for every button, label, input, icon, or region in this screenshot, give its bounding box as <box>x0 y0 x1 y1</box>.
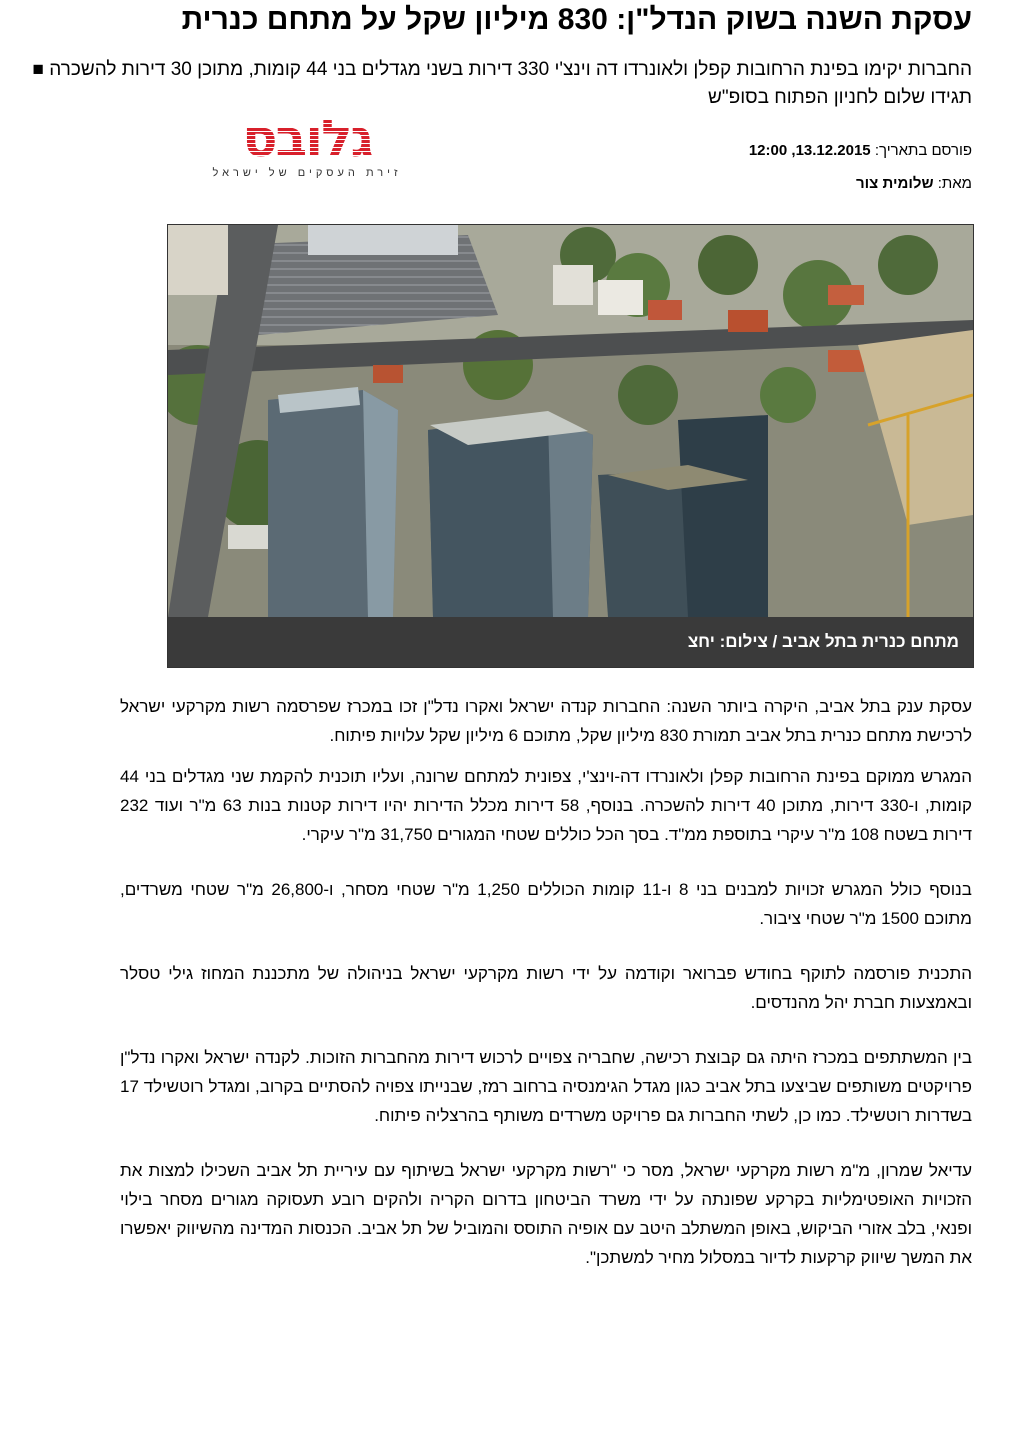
paragraph-6: עדיאל שמרון, מ"מ רשות מקרקעי ישראל, מסר כי "רשות מקרקעי ישראל בשיתוף עם עיריית תל אביב השכילו למצות את הזכויות האופטימליות בקרקע שפונתה על ידי משרד הביטחון בדרום הקריה ולהקים רובע תעסוקה מגורים מסחר בילוי ופנאי, בלב אזורי הביקוש, באופן המשתלב היטב עם אופיה התוסס והמוביל של תל אביב. הכנסות המדינה מהשיווק יאפשרו את המשך שיווק קרקעות לדיור במסלול מחיר למשתכן". <box>120 1161 972 1267</box>
publish-date <box>652 140 972 162</box>
publish-date-label: פורסם בתאריך: <box>874 142 972 159</box>
photo-caption-text: מתחם כנרית בתל אביב / צילום: יחצ <box>687 632 959 651</box>
paragraph-5: בין המשתתפים במכרז היתה גם קבוצת רכישה, שחבריה צפויים לרכוש דירות מהחברות הזוכות. לקנדה ישראל ואקרו נדל"ן פרויקטים משותפים שביצעו בתל אביב כגון מגדל הגימנסיה ברחוב רמז, שבנייתו צפויה להסתיים בקרוב, ומגדל רוטשילד 17 בשדרות רוטשילד. כמו כן, לשתי החברות גם פרויקט משרדים משותף בהרצליה פיתוח. <box>120 1048 972 1125</box>
globes-logo <box>208 109 406 183</box>
logo-wordmark: גלובס <box>208 115 406 163</box>
paragraph-2: המגרש ממוקם בפינת הרחובות קפלן ולאונרדו דה-וינצ'י, צפונית למתחם שרונה, ועליו תוכנית להקמת שני מגדלים בני 44 קומות, ו-330 דירות, מתוכן 40 דירות להשכרה. בנוסף, 58 דירות מכלל הדירות יהיו דירות קטנות בנות 63 מ"ר ועוד 232 דירות בשטח 108 מ"ר עיקרי בתוספת ממ"ד. בסך הכל כוללים שטחי המגורים 31,750 מ"ר עיקרי. <box>120 767 972 844</box>
article-headline: עסקת השנה בשוק הנדל"ן: 830 מיליון שקל על מתחם כנרית <box>181 3 972 36</box>
paragraph-3: בנוסף כולל המגרש זכויות למבנים בני 8 ו-11 קומות הכוללים 1,250 מ"ר שטחי מסחר, ו-26,800 מ"ר שטחי משרדים, מתוכם 1500 מ"ר שטחי ציבור. <box>120 880 972 928</box>
article-subhead: החברות יקימו בפינת הרחובות קפלן ולאונרדו דה וינצ'י 330 דירות בשני מגדלים בני 44 קומות, מתוכן 30 דירות להשכרה ■ תגידו שלום לחניון הפתוח בסופ"ש <box>32 59 972 108</box>
article-figure <box>167 224 974 668</box>
author-line <box>652 173 972 195</box>
author-name: שלומית צור <box>856 175 934 192</box>
photo-caption <box>168 617 973 667</box>
paragraph-1: עסקת ענק בתל אביב, היקרה ביותר השנה: החברות קנדה ישראל ואקרו נדל"ן זכו במכרז שפרסמה רשות מקרקעי ישראל לרכישת מתחם כנרית בתל אביב תמורת 830 מיליון שקל, מתוכם 6 מיליון שקל עלויות פיתוח. <box>120 697 972 745</box>
publish-date-value: 13.12.2015, 12:00 <box>748 142 871 159</box>
logo-tagline: זירת העסקים של ישראל <box>212 167 402 179</box>
paragraph-4: התכנית פורסמה לתוקף בחודש פברואר וקודמה על ידי רשות מקרקעי ישראל בניהולה של מתכננת המחוז גילי טסלר ובאמצעות חברת יהל מהנדסים. <box>120 964 972 1012</box>
aerial-photo <box>168 225 973 617</box>
author-label: מאת: <box>937 175 972 192</box>
article-body <box>120 692 972 1284</box>
